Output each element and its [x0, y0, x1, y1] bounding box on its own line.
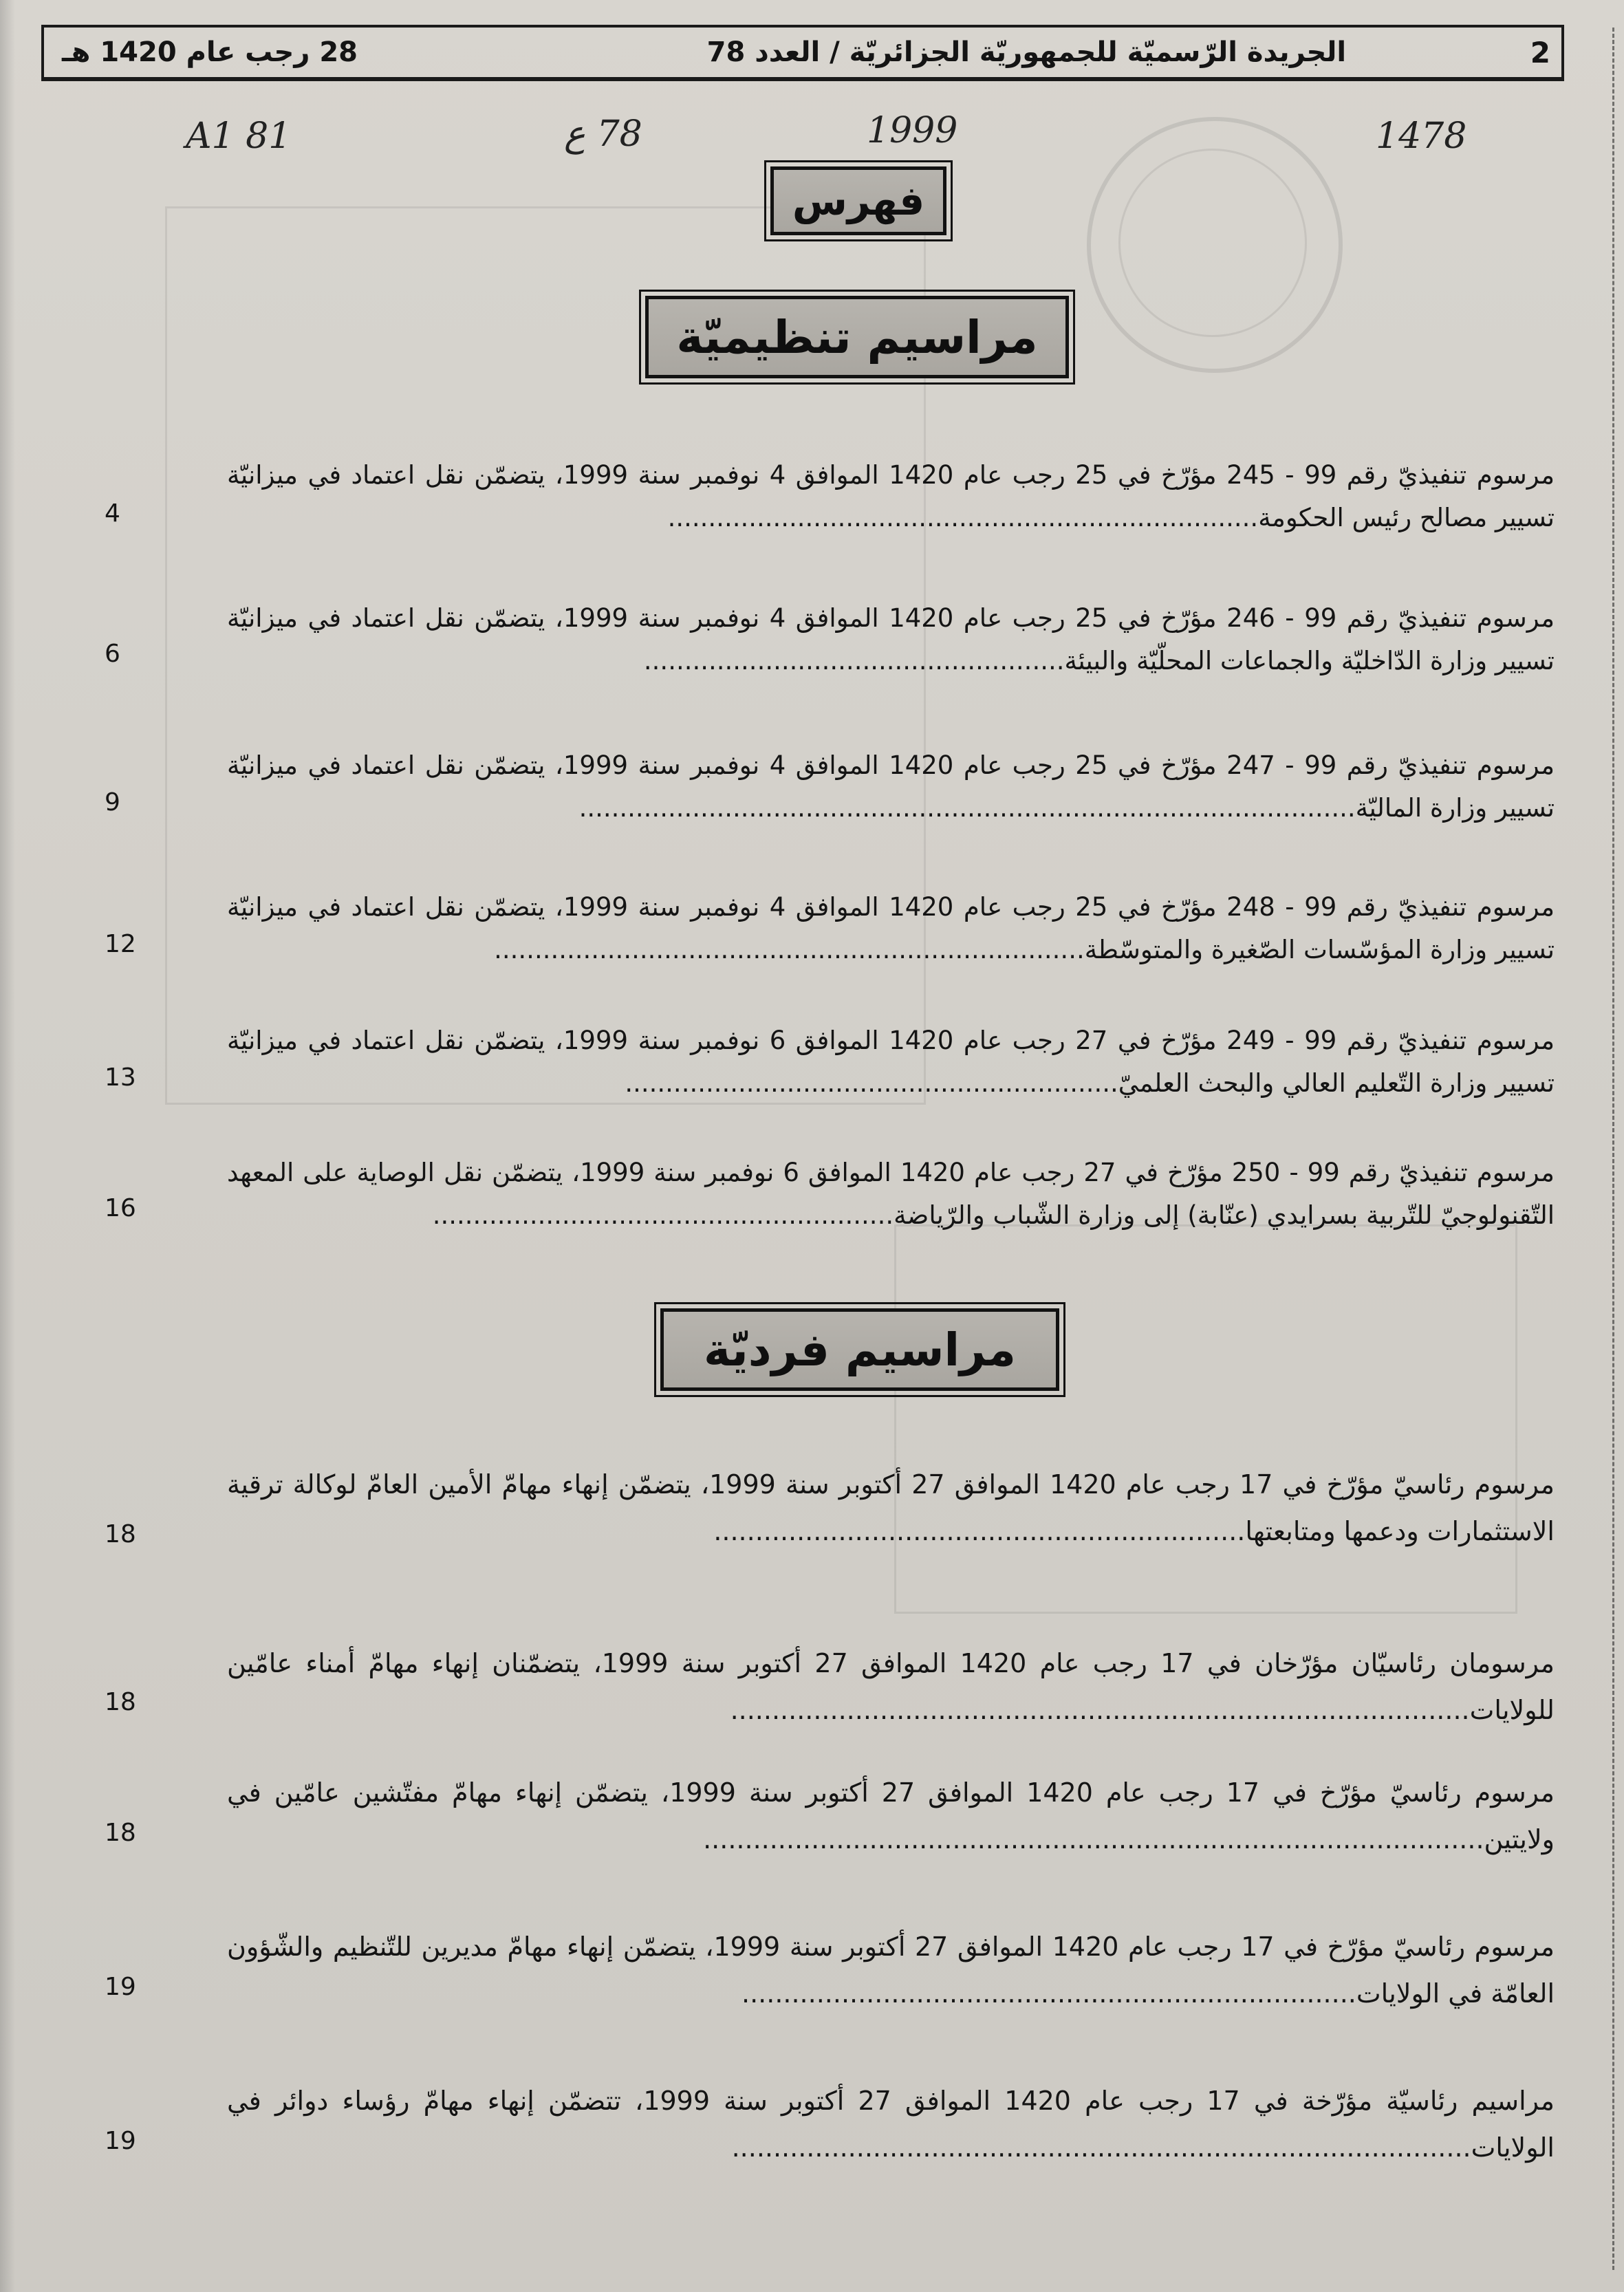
toc-entry-text: مرسومان رئاسيّان مؤرّخان في 17 رجب عام 1420 الموافق 27 أكتوبر سنة 1999، يتضمّنان إنهاء مهامّ أمناء عامّين للولايات......................................................................................... [227, 1648, 1555, 1725]
toc-entry-text: مرسوم تنفيذيّ رقم 99 - 250 مؤرّخ في 27 رجب عام 1420 الموافق 6 نوفمبر سنة 1999، يتضمّن نقل الوصاية على المعهد التّقنولوجيّ للتّربية بسرايدي (عنّابة) إلى وزارة الشّباب والرّياضة......................................................... [227, 1158, 1555, 1230]
toc-entry-page: 4 [105, 499, 120, 528]
toc-entry [41, 1923, 1555, 2020]
section-title-regulatory-decrees: مراسيم تنظيميّة [645, 296, 1069, 378]
toc-entry-page: 19 [105, 2127, 136, 2155]
toc-entry [41, 597, 1555, 686]
handwritten-ref-number: 1478 [1376, 116, 1467, 157]
toc-entry-page: 18 [105, 1520, 136, 1548]
toc-entry-text: مرسوم رئاسيّ مؤرّخ في 17 رجب عام 1420 الموافق 27 أكتوبر سنة 1999، يتضمّن إنهاء مهامّ مفتّشين عامّين في ولايتين.............................................................................................. [227, 1777, 1555, 1855]
toc-entry [41, 1019, 1555, 1109]
toc-entry-text: مرسوم تنفيذيّ رقم 99 - 247 مؤرّخ في 25 رجب عام 1420 الموافق 4 نوفمبر سنة 1999، يتضمّن نقل اعتماد في ميزانيّة تسيير وزارة الماليّة................................................................................................ [227, 750, 1555, 823]
running-header [41, 25, 1564, 81]
toc-entry-text: مرسوم رئاسيّ مؤرّخ في 17 رجب عام 1420 الموافق 27 أكتوبر سنة 1999، يتضمّن إنهاء مهامّ الأمين العامّ لوكالة ترقية الاستثمارات ودعمها ومتابعتها................................................................ [227, 1469, 1555, 1546]
toc-entry [41, 886, 1555, 975]
header-date: 28 رجب عام 1420 هـ [62, 36, 358, 68]
toc-entry-page: 6 [105, 640, 120, 668]
toc-entry [41, 744, 1555, 834]
toc-entry [41, 1461, 1555, 1557]
toc-entry-text: مرسوم رئاسيّ مؤرّخ في 17 رجب عام 1420 الموافق 27 أكتوبر سنة 1999، يتضمّن إنهاء مهامّ مديرين للتّنظيم والشّؤون العامّة في الولايات.......................................................................... [227, 1932, 1555, 2009]
handwritten-ref-left: A1 81 [186, 116, 292, 157]
page-fold-line [1612, 28, 1614, 2270]
toc-entry [41, 1769, 1555, 1866]
toc-entry-page: 18 [105, 1688, 136, 1716]
toc-entry [41, 454, 1555, 543]
toc-entry [41, 1640, 1555, 1736]
toc-entry-page: 16 [105, 1194, 136, 1222]
toc-entry-page: 19 [105, 1973, 136, 2001]
toc-entry-text: مرسوم تنفيذيّ رقم 99 - 248 مؤرّخ في 25 رجب عام 1420 الموافق 4 نوفمبر سنة 1999، يتضمّن نقل اعتماد في ميزانيّة تسيير وزارة المؤسّسات الصّغيرة والمتوسّطة......................................................................... [227, 892, 1555, 964]
toc-entry-text: مرسوم تنفيذيّ رقم 99 - 246 مؤرّخ في 25 رجب عام 1420 الموافق 4 نوفمبر سنة 1999، يتضمّن نقل اعتماد في ميزانيّة تسيير وزارة الدّاخليّة والجماعات المحلّيّة والبيئة.................................................... [227, 603, 1555, 675]
bleed-through-stamp [1087, 117, 1343, 373]
toc-entry [41, 2077, 1555, 2174]
header-page-number: 2 [1530, 35, 1550, 69]
toc-entry-text: مرسوم تنفيذيّ رقم 99 - 249 مؤرّخ في 27 رجب عام 1420 الموافق 6 نوفمبر سنة 1999، يتضمّن نقل اعتماد في ميزانيّة تسيير وزارة التّعليم العالي والبحث العلميّ............................................................. [227, 1026, 1555, 1098]
toc-entry-text: مرسوم تنفيذيّ رقم 99 - 245 مؤرّخ في 25 رجب عام 1420 الموافق 4 نوفمبر سنة 1999، يتضمّن نقل اعتماد في ميزانيّة تسيير مصالح رئيس الحكومة......................................................................... [227, 460, 1555, 532]
toc-entry-text: مراسيم رئاسيّة مؤرّخة في 17 رجب عام 1420 الموافق 27 أكتوبر سنة 1999، تتضمّن إنهاء مهامّ رؤساء دوائر في الولايات......................................................................................... [227, 2086, 1555, 2163]
toc-entry-page: 9 [105, 788, 120, 817]
toc-entry [41, 1152, 1555, 1241]
handwritten-ref-year: 1999 [867, 110, 958, 151]
toc-entry-page: 12 [105, 930, 136, 958]
toc-entry-page: 13 [105, 1063, 136, 1092]
header-journal-issue: الجريدة الرّسميّة للجمهوريّة الجزائريّة / العدد 78 [706, 36, 1347, 68]
toc-entry-page: 18 [105, 1819, 136, 1847]
page-edge-shadow [0, 0, 15, 2292]
section-title-individual-decrees: مراسيم فرديّة [660, 1308, 1059, 1391]
handwritten-ref-issue: 78 ع [564, 113, 642, 155]
index-title: فهرس [770, 166, 946, 235]
